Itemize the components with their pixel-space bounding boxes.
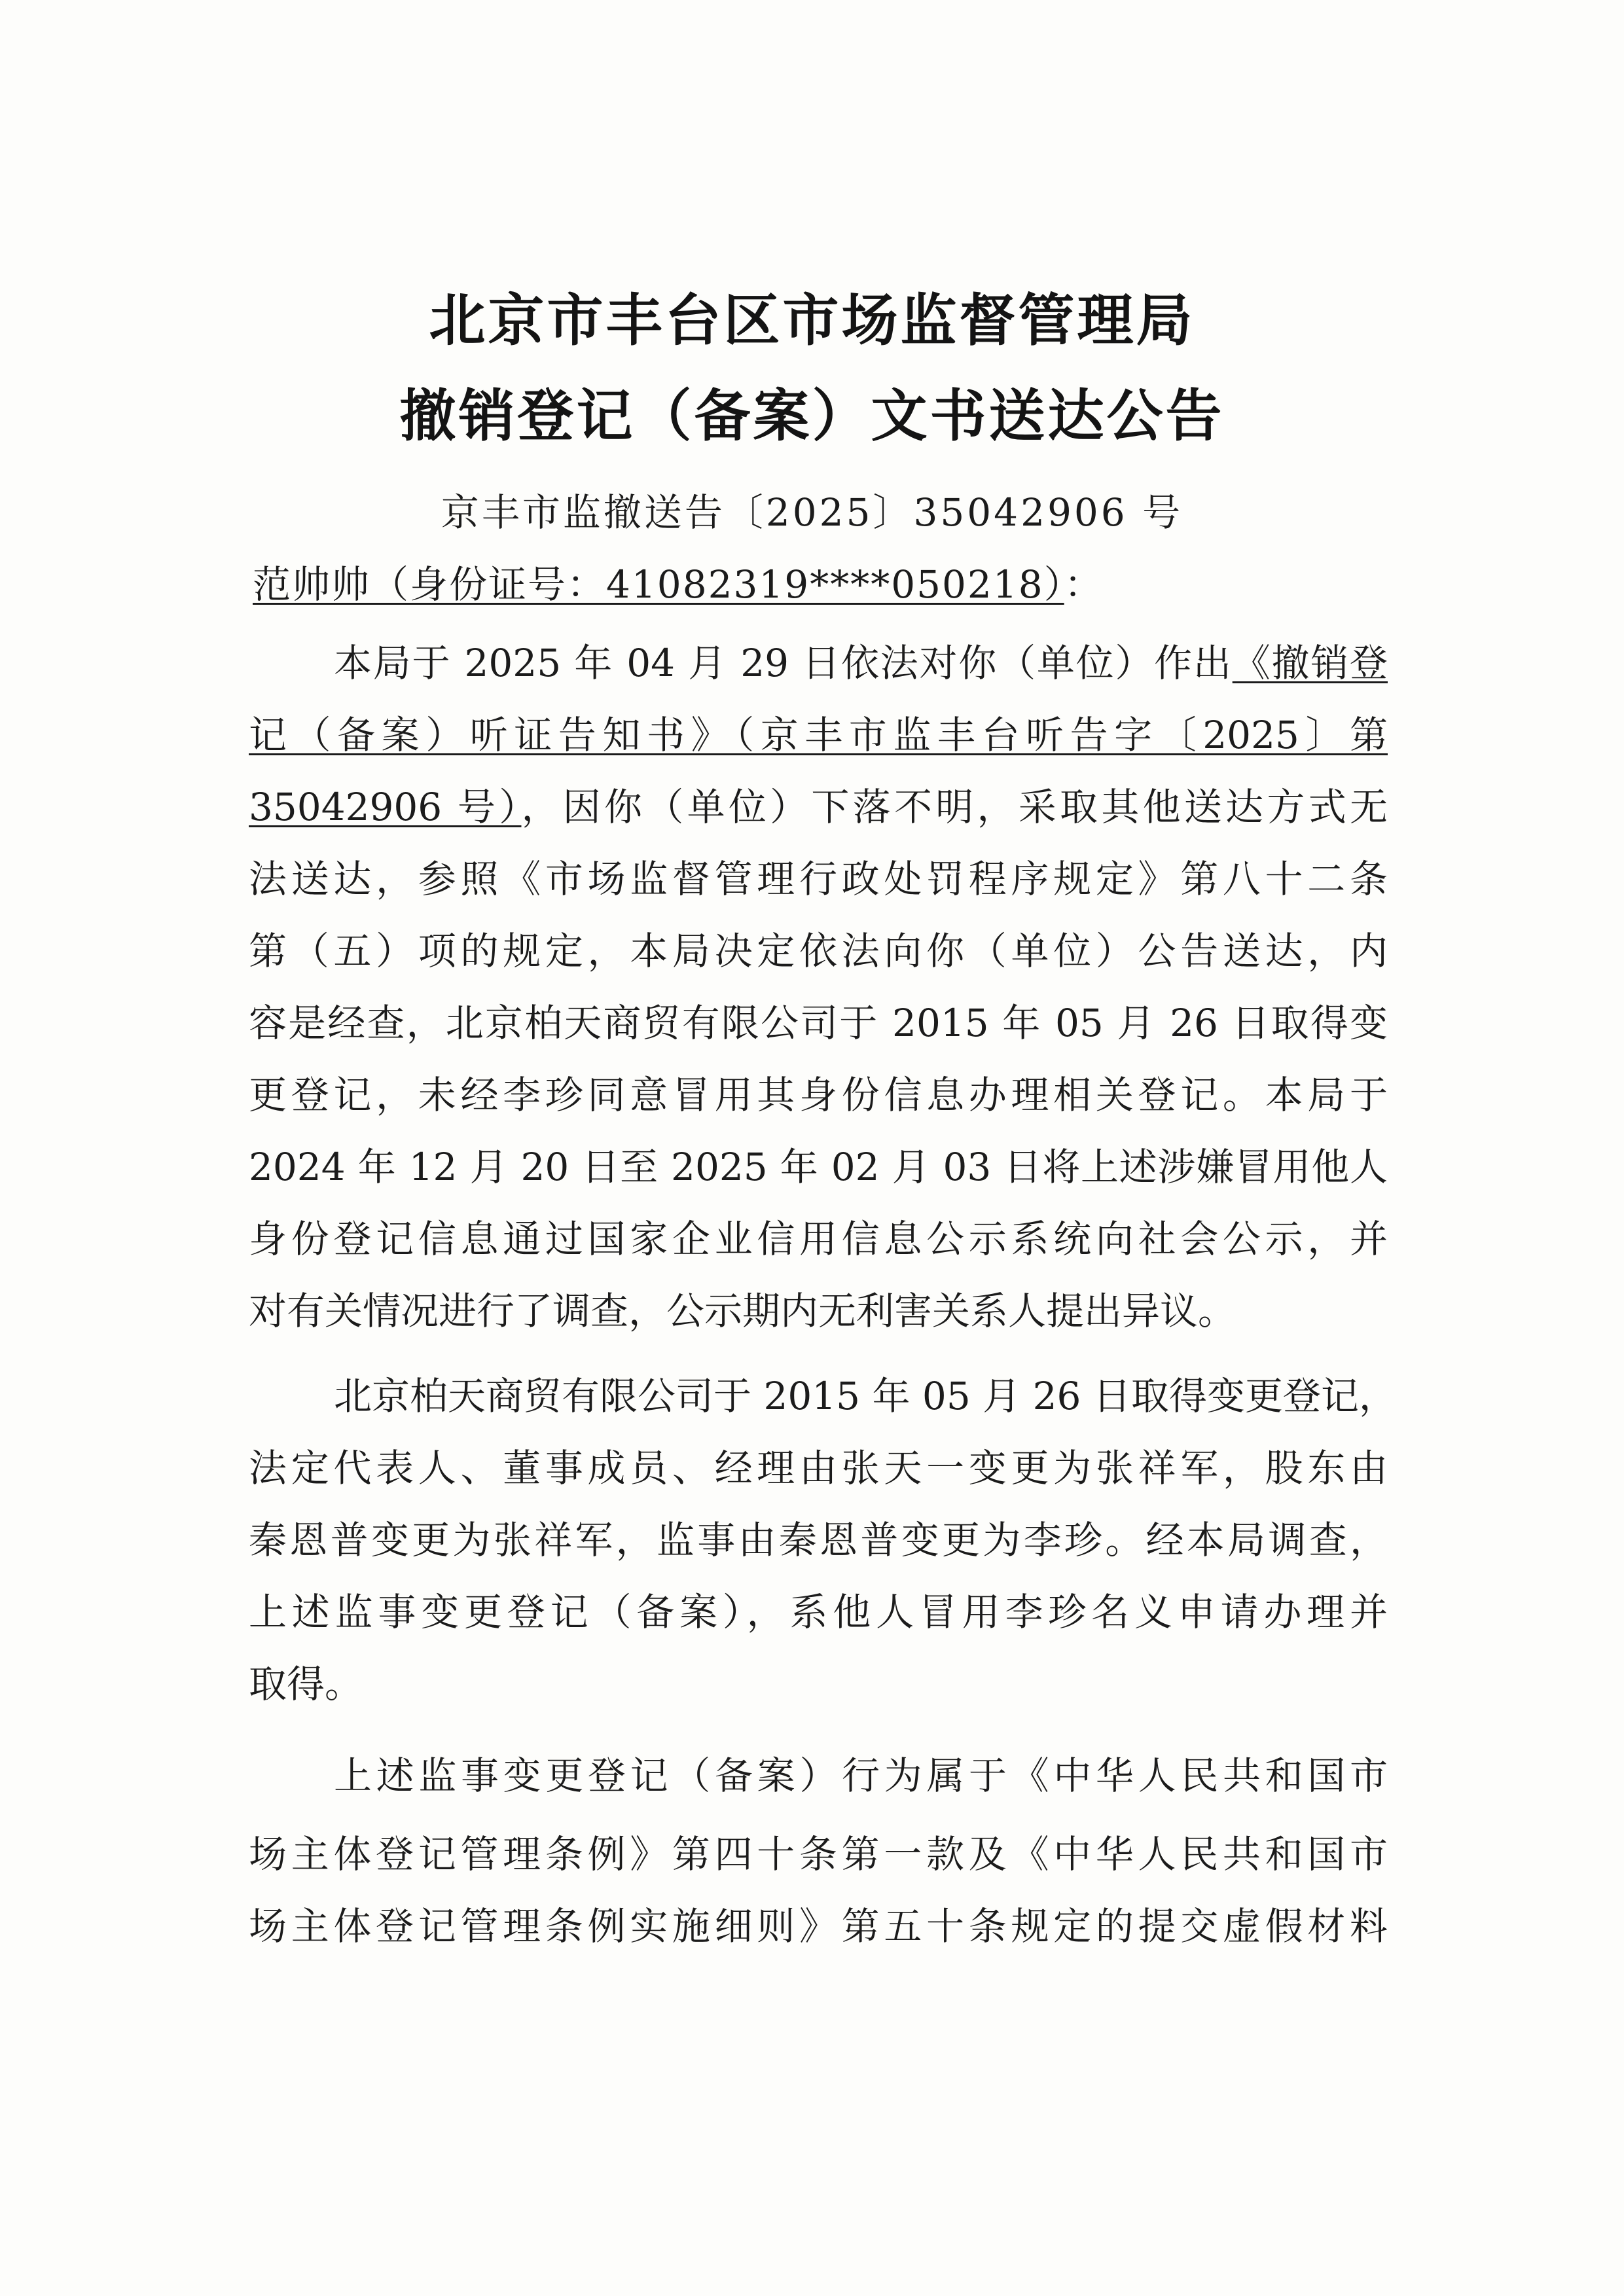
paragraph-2-line-3: 秦恩普变更为张祥军，监事由秦恩普变更为李珍。经本局调查， — [249, 1518, 1388, 1562]
paragraph-1-line-4: 法送达，参照《市场监督管理行政处罚程序规定》第八十二条 — [249, 857, 1388, 901]
paragraph-2-line-2: 法定代表人、董事成员、经理由张天一变更为张祥军，股东由 — [249, 1446, 1388, 1490]
paragraph-1-line-3b: ，因你（单位）下落不明，采取其他送达方式无 — [521, 785, 1388, 829]
hearing-notice-title-part-1: 《撤销登 — [1232, 641, 1388, 685]
recipient-line — [253, 562, 1104, 607]
paragraph-2-line-5: 取得。 — [249, 1662, 363, 1706]
paragraph-1-line-1a: 本局于 2025 年 04 月 29 日依法对你（单位）作出 — [334, 641, 1233, 685]
agency-title: 北京市丰台区市场监督管理局 — [429, 288, 1195, 353]
paragraph-1-line-6: 容是经查，北京柏天商贸有限公司于 2015 年 05 月 26 日取得变 — [249, 1001, 1388, 1045]
recipient-name: 范帅帅（身份证号：41082319****050218） — [253, 562, 1064, 607]
paragraph-3-line-2: 场主体登记管理条例》第四十条第一款及《中华人民共和国市 — [249, 1832, 1388, 1876]
hearing-notice-number: 35042906 号） — [249, 785, 522, 829]
paragraph-1-line-1 — [334, 640, 1388, 686]
paragraph-1-line-10: 对有关情况进行了调查，公示期内无利害关系人提出异议。 — [249, 1289, 1236, 1333]
paragraph-2-line-1: 北京柏天商贸有限公司于 2015 年 05 月 26 日取得变更登记， — [334, 1374, 1397, 1418]
paragraph-2-line-4: 上述监事变更登记（备案），系他人冒用李珍名义申请办理并 — [249, 1590, 1388, 1634]
paragraph-1-line-8: 2024 年 12 月 20 日至 2025 年 02 月 03 日将上述涉嫌冒用他人 — [249, 1145, 1388, 1189]
paragraph-1-line-3 — [249, 784, 1388, 830]
paragraph-1-line-7: 更登记，未经李珍同意冒用其身份信息办理相关登记。本局于 — [249, 1073, 1388, 1117]
paragraph-1-line-2 — [249, 712, 1388, 758]
paragraph-1-line-5: 第（五）项的规定，本局决定依法向你（单位）公告送达，内 — [249, 929, 1388, 973]
paragraph-3-line-3: 场主体登记管理条例实施细则》第五十条规定的提交虚假材料 — [249, 1904, 1388, 1948]
paragraph-1-line-9: 身份登记信息通过国家企业信用信息公示系统向社会公示，并 — [249, 1217, 1388, 1261]
document-number: 京丰市监撤送告〔2025〕35042906 号 — [441, 490, 1183, 535]
paragraph-3-line-1: 上述监事变更登记（备案）行为属于《中华人民共和国市 — [334, 1753, 1388, 1798]
recipient-colon: ： — [1064, 562, 1104, 607]
notice-title: 撤销登记（备案）文书送达公告 — [399, 384, 1225, 449]
hearing-notice-title-part-2: 记（备案）听证告知书》（京丰市监丰台听告字〔2025〕第 — [249, 713, 1388, 757]
